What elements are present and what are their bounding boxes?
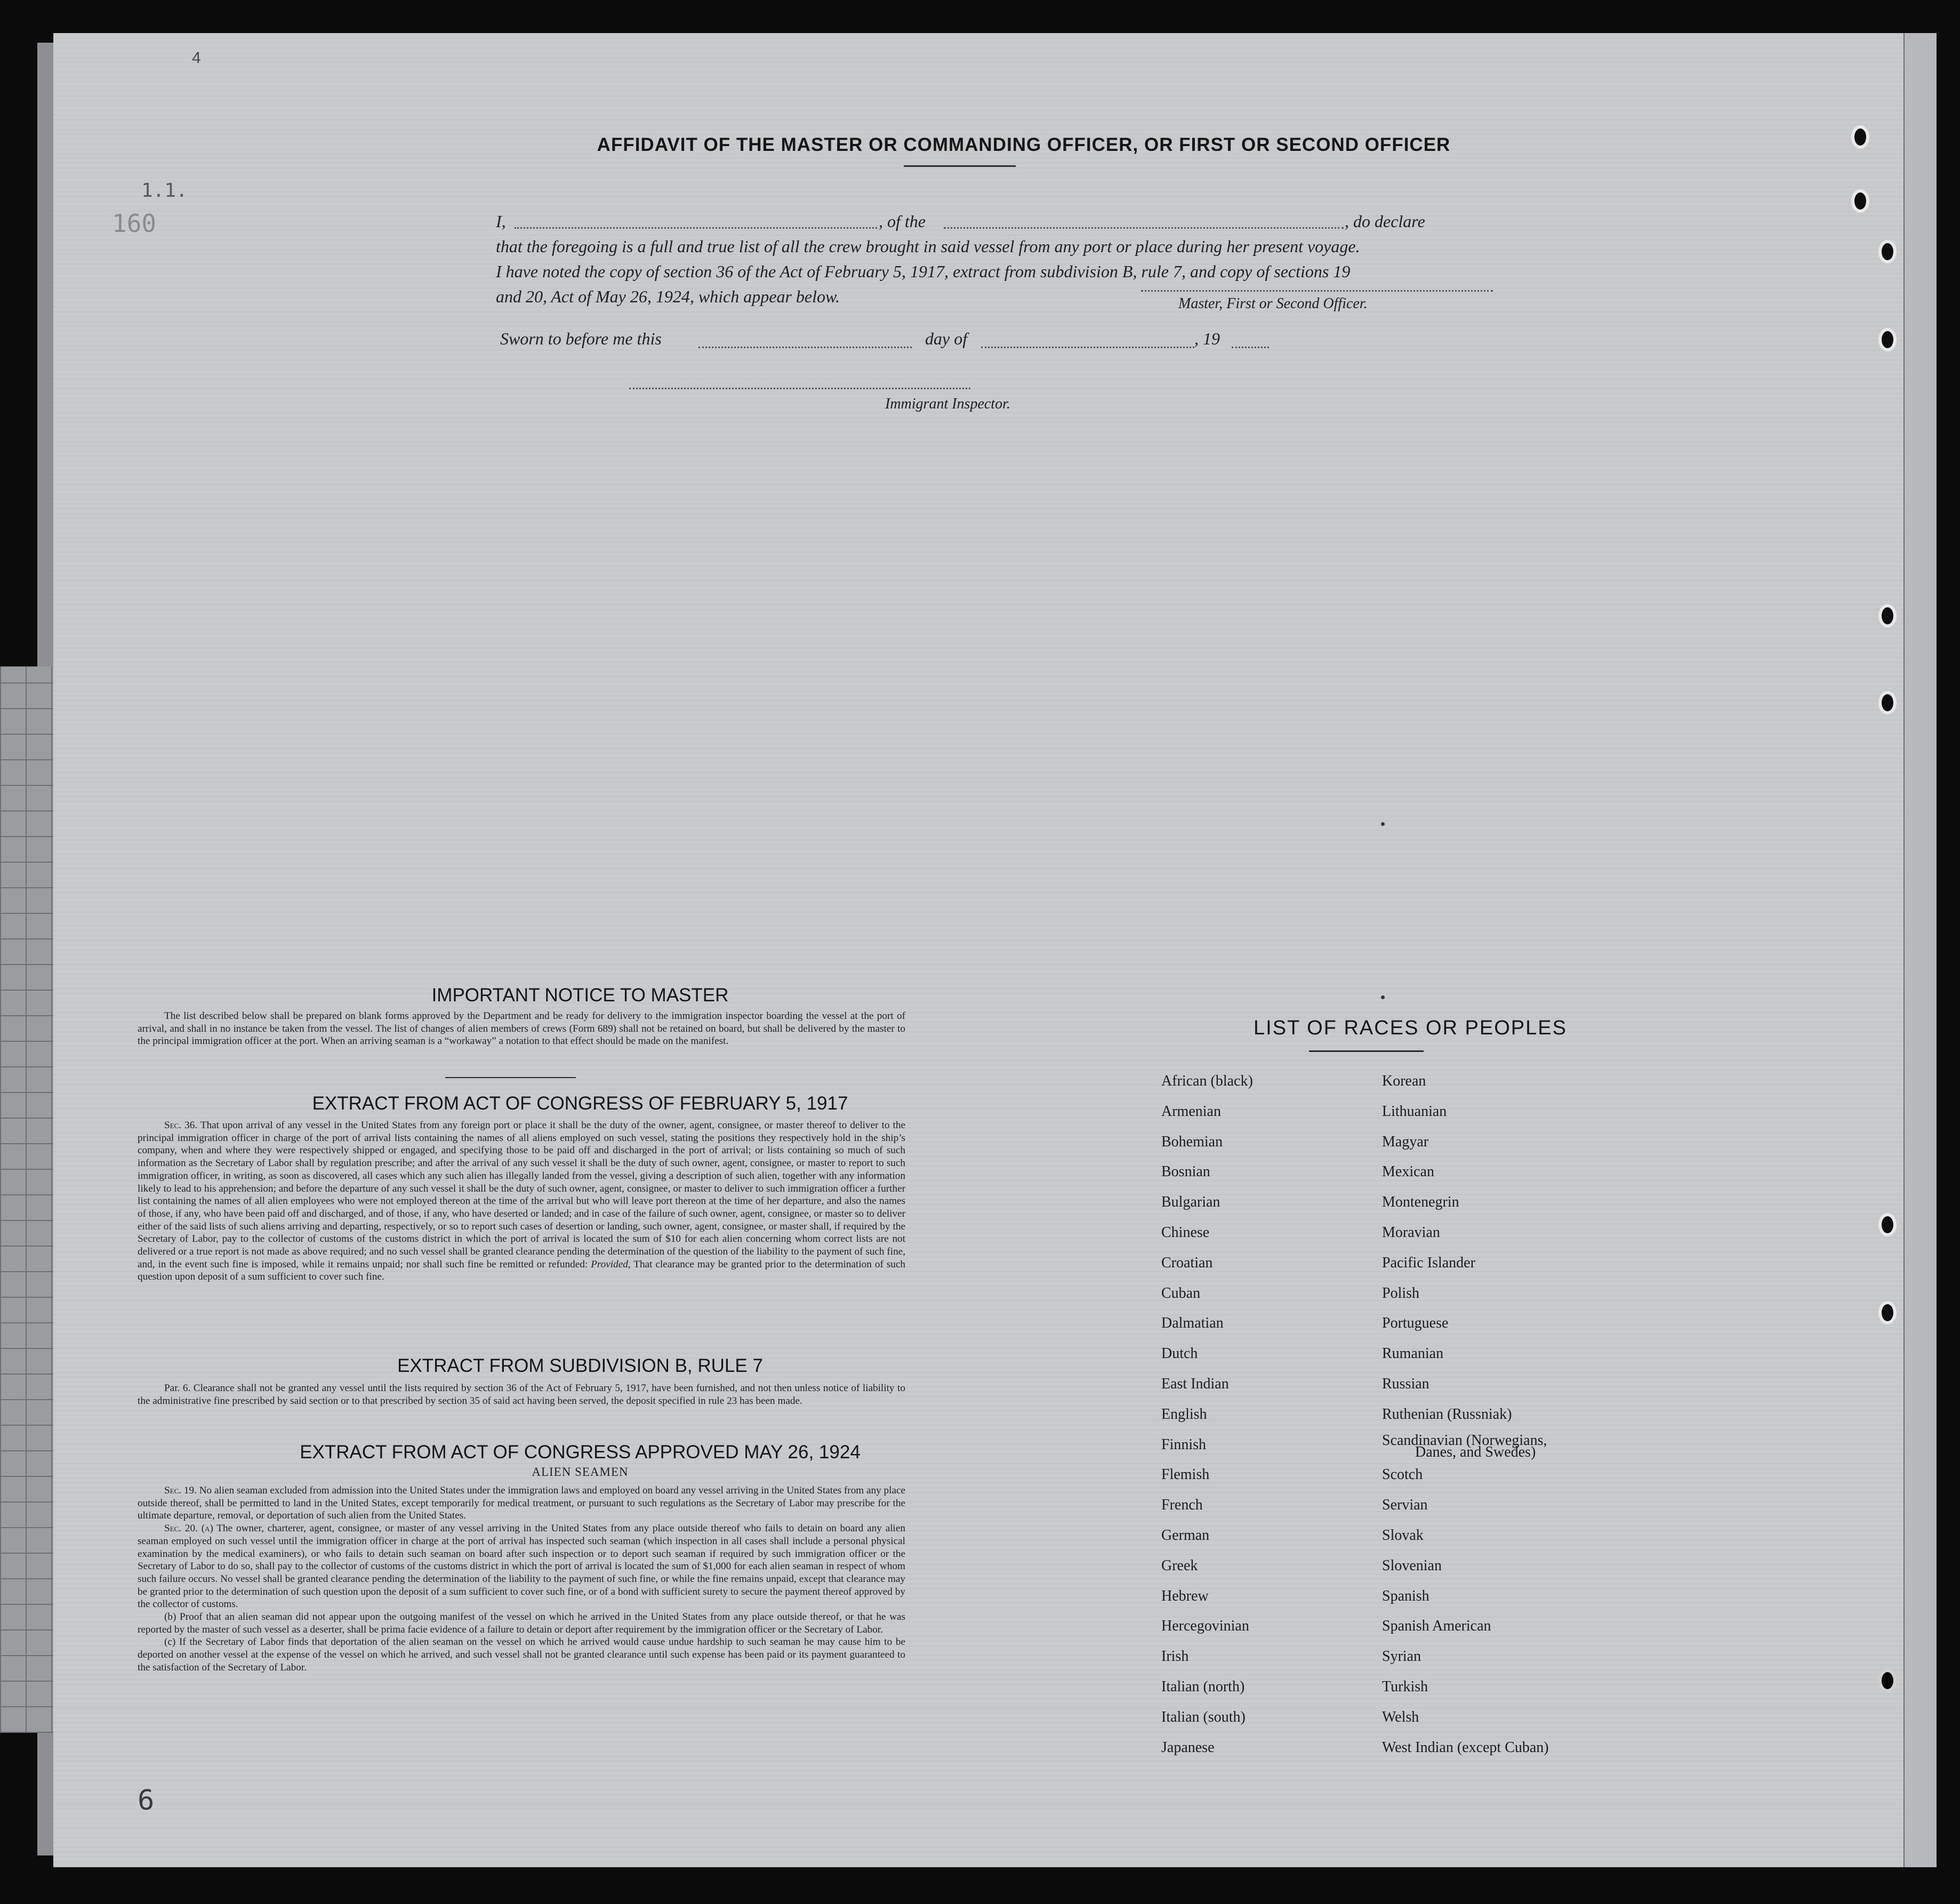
race-item: Bohemian bbox=[1161, 1133, 1223, 1150]
signature-line bbox=[1141, 290, 1493, 292]
race-item: Servian bbox=[1382, 1497, 1428, 1514]
handwritten-mark: 6 bbox=[138, 1785, 155, 1817]
notice-body bbox=[138, 1010, 905, 1048]
extract-1924-body bbox=[138, 1484, 905, 1674]
binder-hole bbox=[1878, 1669, 1897, 1692]
race-item: Finnish bbox=[1161, 1436, 1207, 1453]
vessel-blank bbox=[944, 227, 1344, 229]
binder-hole bbox=[1878, 1301, 1897, 1324]
race-item: Magyar bbox=[1382, 1133, 1429, 1150]
race-item: Syrian bbox=[1382, 1648, 1421, 1665]
extract-rule7-body bbox=[138, 1382, 905, 1407]
section-20b-label: (b) bbox=[164, 1611, 176, 1623]
sworn-year-blank bbox=[1232, 347, 1269, 348]
section-19-text: No alien seaman excluded from admission into the United States under the immigration laws and employed on board any vessel arriving in the United States from any place outside thereof, shall be permitted to land in the United States, except temporarily for medical treatment, or pursuant to such regulations as the Secretary of Labor may prescribe for the ultimate departure, removal, or deportation of such alien from the United States. bbox=[138, 1485, 905, 1522]
race-item: Scandinavian (Norwegians, bbox=[1382, 1432, 1547, 1449]
inspector-signature-line bbox=[629, 388, 970, 389]
race-item: Chinese bbox=[1161, 1224, 1210, 1241]
section-20c-label: (c) bbox=[164, 1636, 176, 1648]
section-19-label: Sec. 19. bbox=[164, 1485, 197, 1496]
sworn-day-blank bbox=[698, 347, 912, 348]
page-number: 4 bbox=[192, 49, 201, 67]
section-20c-paragraph bbox=[138, 1636, 905, 1674]
affidavit-line-1 bbox=[496, 209, 1541, 234]
sworn-year: , 19 bbox=[1194, 329, 1220, 348]
binder-hole bbox=[1851, 189, 1869, 213]
race-item: Pacific Islander bbox=[1382, 1254, 1475, 1271]
race-item: Italian (north) bbox=[1161, 1678, 1245, 1695]
affidavit-body bbox=[496, 209, 1541, 309]
race-item: Armenian bbox=[1161, 1103, 1221, 1120]
sworn-month-blank bbox=[981, 347, 1194, 348]
extract-1924-subtitle: ALIEN SEAMEN bbox=[532, 1465, 629, 1479]
signature-caption: Master, First or Second Officer. bbox=[1178, 295, 1368, 312]
binder-hole bbox=[1851, 125, 1869, 149]
handwritten-number: 160 bbox=[112, 209, 157, 238]
race-item: Italian (south) bbox=[1161, 1708, 1246, 1725]
provided-word: Provided, bbox=[591, 1258, 631, 1270]
race-item: Hebrew bbox=[1161, 1587, 1209, 1604]
document-page bbox=[53, 33, 1903, 1867]
binder-hole bbox=[1878, 691, 1897, 714]
race-item: Dalmatian bbox=[1161, 1315, 1224, 1332]
binder-hole bbox=[1878, 1213, 1897, 1236]
section-20a-paragraph bbox=[138, 1522, 905, 1611]
race-item: Cuban bbox=[1161, 1284, 1201, 1302]
extract-1924-title: EXTRACT FROM ACT OF CONGRESS APPROVED MAY 26, 1924 bbox=[300, 1442, 861, 1463]
affidavit-do-declare: , do declare bbox=[1345, 212, 1425, 231]
affidavit-line-4: and 20, Act of May 26, 1924, which appear below. bbox=[496, 287, 840, 306]
affidavit-line-2: that the foregoing is a full and true list of all the crew brought in said vessel from any port or place during her present voyage. bbox=[496, 237, 1360, 256]
race-item: Greek bbox=[1161, 1557, 1198, 1574]
race-item: Mexican bbox=[1382, 1163, 1434, 1180]
race-item: Russian bbox=[1382, 1375, 1429, 1392]
name-blank bbox=[515, 227, 877, 229]
race-item: Korean bbox=[1382, 1073, 1426, 1089]
race-item: Portuguese bbox=[1382, 1315, 1449, 1332]
race-item: Lithuanian bbox=[1382, 1103, 1447, 1120]
affidavit-of-the: , of the bbox=[879, 212, 926, 231]
section-20a-label: Sec. 20. (a) bbox=[164, 1523, 213, 1535]
race-item: Danes, and Swedes) bbox=[1415, 1443, 1536, 1460]
race-item: West Indian (except Cuban) bbox=[1382, 1739, 1549, 1756]
extract-1917-body bbox=[138, 1119, 905, 1283]
race-item: Rumanian bbox=[1382, 1345, 1444, 1362]
race-item: Croatian bbox=[1161, 1254, 1213, 1271]
race-item: Flemish bbox=[1161, 1466, 1210, 1483]
race-item: French bbox=[1161, 1497, 1203, 1514]
race-item: Slovenian bbox=[1382, 1557, 1442, 1574]
affidavit-line-3: I have noted the copy of section 36 of the Act of February 5, 1917, extract from subdivision B, rule 7, and copy of sections 19 bbox=[496, 262, 1351, 281]
section-36-end: That clearance may be granted prior to the determination of such question upon deposit of a sum sufficient to cover such fine. bbox=[138, 1258, 906, 1283]
rule7-paragraph: Par. 6. Clearance shall not be granted any vessel until the lists required by section 36 of the Act of February 5, 1917, have been furnished, and not then unless notice of liability to the administrative fine prescribed by said section or to that prescribed by section 35 of said act having been served, the deposit specified in rule 23 has been made. bbox=[138, 1383, 905, 1407]
race-item: Moravian bbox=[1382, 1224, 1440, 1241]
race-item: Welsh bbox=[1382, 1708, 1419, 1725]
race-item: Japanese bbox=[1161, 1739, 1215, 1756]
ink-speck bbox=[1381, 995, 1385, 999]
affidavit-i: I, bbox=[496, 212, 506, 231]
race-item: Montenegrin bbox=[1382, 1194, 1459, 1211]
race-item: Hercegovinian bbox=[1161, 1618, 1249, 1635]
race-item: Slovak bbox=[1382, 1527, 1424, 1544]
affidavit-title: AFFIDAVIT OF THE MASTER OR COMMANDING OFFICER, OR FIRST OR SECOND OFFICER bbox=[597, 134, 1451, 155]
section-19-paragraph bbox=[138, 1484, 905, 1522]
race-item: English bbox=[1161, 1405, 1207, 1423]
section-20b-text: Proof that an alien seaman did not appear upon the outgoing manifest of the vessel on which he arrived in the United States from any place outside thereof, or that he was reported by the master of such vessel as a deserter, shall be prima facie evidence of a failure to detain or deport after requirement by the immigration officer or the Secretary of Labor. bbox=[138, 1611, 906, 1635]
race-item: Bulgarian bbox=[1161, 1194, 1220, 1211]
race-item: Spanish American bbox=[1382, 1618, 1491, 1635]
section-36-text: That upon arrival of any vessel in the United States from any foreign port or place it shall be the duty of the owner, agent, consignee, or master thereof to deliver to the principal immigration officer in charge of the port of arrival lists containing the names of all aliens employed on such vessel, stating the positions they respectively hold in the ship’s company, when and where they were respectively shipped or engaged, and specifying those to be paid off and discharged in the port of arrival; or lists containing so much of such information as the Secretary of Labor shall by regulation prescribe; and after the arrival of any such vessel it shall be the duty of such owner, agent, consignee, or master to report to such immigration officer, in writing, as soon as discovered, all cases which any such alien has illegally landed from the vessel, giving a description of such alien, together with any information likely to lead to his apprehension; and before the departure of any such vessel it shall be the duty of such owner, agent, consignee, or master to deliver to such immigration officer a further list containing the names of all alien employees who were not employed thereon at the time of the arrival but who will leave port thereon at the time of her departure, and also the names of those, if any, who have been paid off and discharged, and of those, if any, who have deserted or landed; and in case of the failure of such owner, agent, consignee, or master so to deliver either of the said lists of such aliens arriving and departing, respectively, or so to report such cases of desertion or landing, such owner, agent, consignee, or master shall, if required by the Secretary of Labor, pay to the collector of customs of the customs district in which the port of arrival is located the sum of $10 for each alien concerning whom correct lists are not delivered or a true report is not made as above required; and no such vessel shall be granted clearance pending the determination of the question of the liability to the payment of such fine, and, in the event such fine is imposed, while it remains unpaid; nor shall such fine be remitted or refunded: bbox=[138, 1120, 905, 1270]
races-rule bbox=[1309, 1050, 1424, 1052]
race-item: Scotch bbox=[1382, 1466, 1423, 1483]
notice-rule bbox=[445, 1077, 576, 1078]
handwritten-note: 1.1. bbox=[141, 180, 188, 202]
races-column-2 bbox=[1382, 1066, 1549, 1763]
section-20a-text: The owner, charterer, agent, consignee, or master of any vessel arriving in the United States from any place outside thereof who fails to detain on board any alien seaman employed on such vessel until the immigration officer in charge at the port of arrival has inspected such seaman (which inspection in all cases shall include a personal physical examination by the medical examiners), or who fails to detain such seaman on board after such inspection or to deport such seaman if required by such immigration officer or the Secretary of Labor to do so, shall pay to the collector of customs of the customs district in which the port of arrival is located the sum of $1,000 for each alien seaman in respect of whom such failure occurs. No vessel shall be granted clearance pending the determination of the liability to the payment of such fine, or while the fine remains unpaid, except that clearance may be granted prior to the determination of such question upon the deposit of a sum sufficient to cover such fine, or of a bond with sufficient surety to secure the payment thereof approved by the collector of customs. bbox=[138, 1523, 905, 1610]
binder-hole bbox=[1878, 240, 1897, 263]
notice-title: IMPORTANT NOTICE TO MASTER bbox=[431, 985, 729, 1006]
race-item: Spanish bbox=[1382, 1587, 1429, 1604]
inspector-caption: Immigrant Inspector. bbox=[885, 396, 1010, 412]
race-item: Ruthenian (Russniak) bbox=[1382, 1405, 1512, 1423]
races-column-1 bbox=[1161, 1066, 1253, 1763]
section-36-paragraph bbox=[138, 1119, 905, 1283]
race-item: Turkish bbox=[1382, 1678, 1428, 1695]
binder-hole bbox=[1878, 604, 1897, 628]
race-item: Polish bbox=[1382, 1284, 1420, 1302]
race-item: African (black) bbox=[1161, 1073, 1253, 1089]
extract-1917-title: EXTRACT FROM ACT OF CONGRESS OF FEBRUARY 5, 1917 bbox=[312, 1093, 848, 1114]
sworn-prefix: Sworn to before me this bbox=[500, 329, 662, 348]
race-item: Dutch bbox=[1161, 1345, 1198, 1362]
ink-speck bbox=[1381, 822, 1385, 826]
race-item: Bosnian bbox=[1161, 1163, 1210, 1180]
sworn-day-of: day of bbox=[925, 329, 968, 348]
extract-rule7-title: EXTRACT FROM SUBDIVISION B, RULE 7 bbox=[397, 1355, 763, 1376]
notice-paragraph: The list described below shall be prepared on blank forms approved by the Department and be ready for delivery to the immigration inspector boarding the vessel at the port of arrival, and shall in no instance be taken from the vessel. The list of changes of alien members of crews (Form 689) shall not be retained on board, but shall be delivered by the master to the principal immigration officer at the port. When an arriving seaman is a “workaway” a notation to that effect should be made on the manifest. bbox=[138, 1010, 905, 1047]
binder-hole bbox=[1878, 328, 1897, 351]
section-36-label: Sec. 36. bbox=[164, 1120, 198, 1131]
race-item: German bbox=[1161, 1527, 1210, 1544]
binding-strip bbox=[1903, 33, 1937, 1867]
title-rule bbox=[904, 165, 1016, 167]
section-20c-text: If the Secretary of Labor finds that deportation of the alien seaman on the vessel on which he arrived would cause undue hardship to such seaman he may cause him to be deported on another vessel at the expense of the vessel on which he arrived, and such vessel shall not be granted clearance until such expense has been paid or its payment guaranteed to the satisfaction of the Secretary of Labor. bbox=[138, 1636, 906, 1673]
race-item: East Indian bbox=[1161, 1375, 1229, 1392]
underlying-grid-sheet bbox=[0, 666, 56, 1733]
race-item: Irish bbox=[1161, 1648, 1189, 1665]
section-20b-paragraph bbox=[138, 1611, 905, 1636]
races-title: LIST OF RACES OR PEOPLES bbox=[1254, 1017, 1567, 1039]
